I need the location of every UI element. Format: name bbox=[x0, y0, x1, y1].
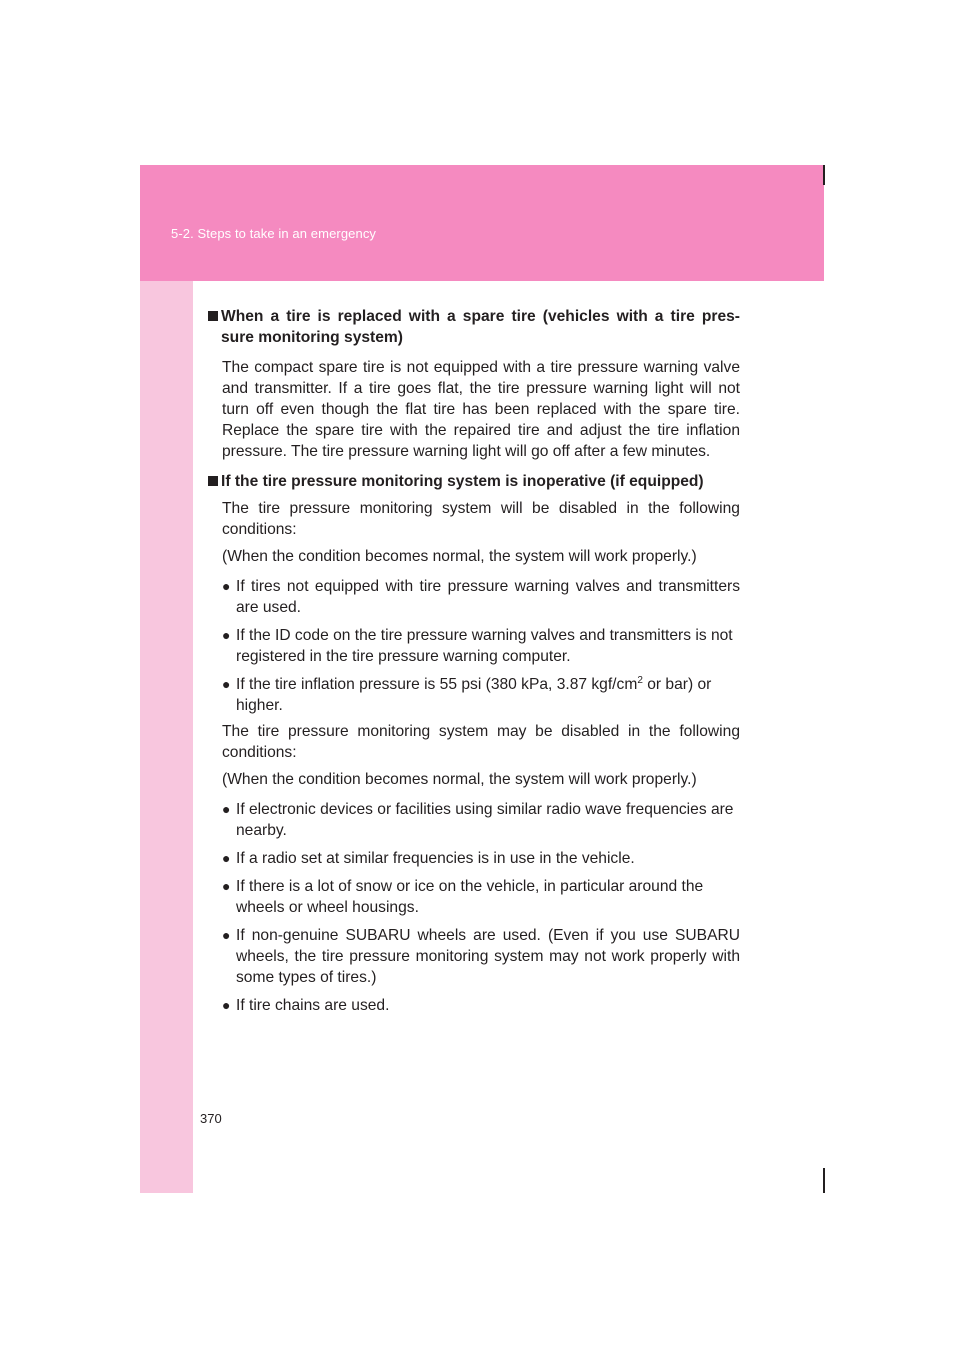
page-content bbox=[208, 306, 740, 1023]
heading-line-1: When a tire is replaced with a spare tire (vehicles with a tire pres- bbox=[221, 308, 740, 325]
page-header-band bbox=[140, 165, 824, 281]
list-item bbox=[222, 848, 740, 869]
list-item bbox=[222, 876, 740, 918]
list-item bbox=[222, 674, 740, 716]
page-sidebar-band bbox=[140, 165, 193, 1193]
pressure-text-cont: or bar) or higher. bbox=[236, 676, 712, 714]
section-heading-spare-tire bbox=[208, 306, 740, 348]
section-title: 5-2. Steps to take in an emergency bbox=[171, 226, 377, 241]
page-number: 370 bbox=[200, 1111, 222, 1126]
heading-text: If the tire pressure monitoring system is inoperative (if equipped) bbox=[221, 473, 704, 490]
bullet-dot-icon: ● bbox=[222, 878, 231, 894]
normal-condition-note: (When the condition becomes normal, the system will work properly.) bbox=[222, 548, 697, 565]
list-item-text: If electronic devices or facilities using similar radio wave frequencies are nearby. bbox=[236, 801, 734, 839]
list-item-text: If non-genuine SUBARU wheels are used. (Even if you use SUBARU wheels, the tire pressure monitoring system may not work properly with some types of tires.) bbox=[236, 927, 740, 986]
bullet-dot-icon: ● bbox=[222, 801, 231, 817]
pressure-text: If the tire inflation pressure is 55 psi (380 kPa, 3.87 kgf/cm bbox=[236, 676, 638, 693]
list-item bbox=[222, 625, 740, 667]
list-item bbox=[222, 995, 740, 1016]
list-item-text bbox=[236, 674, 740, 716]
bullet-dot-icon: ● bbox=[222, 997, 231, 1013]
may-be-disabled-intro: The tire pressure monitoring system may be disabled in the following conditions: bbox=[222, 723, 740, 761]
bullet-dot-icon: ● bbox=[222, 676, 231, 692]
list-item-text: If the ID code on the tire pressure warning valves and transmitters is not registered in the tire pressure warning computer. bbox=[236, 627, 733, 665]
list-item-text: If tire chains are used. bbox=[236, 997, 390, 1014]
crop-mark-top-right bbox=[823, 165, 825, 185]
square-bullet-icon bbox=[208, 476, 221, 486]
bullet-dot-icon: ● bbox=[222, 578, 231, 594]
heading-line-2: sure monitoring system) bbox=[221, 329, 403, 346]
bullet-dot-icon: ● bbox=[222, 627, 231, 643]
list-item bbox=[222, 799, 740, 841]
list-item-text: If there is a lot of snow or ice on the vehicle, in particular around the wheels or wheel housings. bbox=[236, 878, 704, 916]
list-item bbox=[222, 925, 740, 988]
disabled-conditions-intro: The tire pressure monitoring system will be disabled in the following conditions: bbox=[222, 500, 740, 538]
list-item-text: If tires not equipped with tire pressure warning valves and transmitters are used. bbox=[236, 578, 740, 616]
list-item-text: If a radio set at similar frequencies is in use in the vehicle. bbox=[236, 850, 635, 867]
square-bullet-icon bbox=[208, 311, 221, 321]
crop-mark-bottom-right bbox=[823, 1168, 825, 1193]
spare-tire-paragraph: The compact spare tire is not equipped with a tire pressure warning valve and transmitter. If a tire goes flat, the tire pressure warning light will not turn off even though the flat tire has been replaced with the spare tire. Replace the spare tire with the repaired tire and adjust the tire inflation pressure. The tire pressure warning light will go off after a few minutes. bbox=[222, 359, 740, 460]
superscript: 2 bbox=[637, 675, 643, 686]
bullet-dot-icon: ● bbox=[222, 850, 231, 866]
list-item bbox=[222, 576, 740, 618]
normal-condition-note: (When the condition becomes normal, the system will work properly.) bbox=[222, 771, 697, 788]
bullet-dot-icon: ● bbox=[222, 927, 231, 943]
section-heading-inoperative bbox=[208, 471, 740, 492]
